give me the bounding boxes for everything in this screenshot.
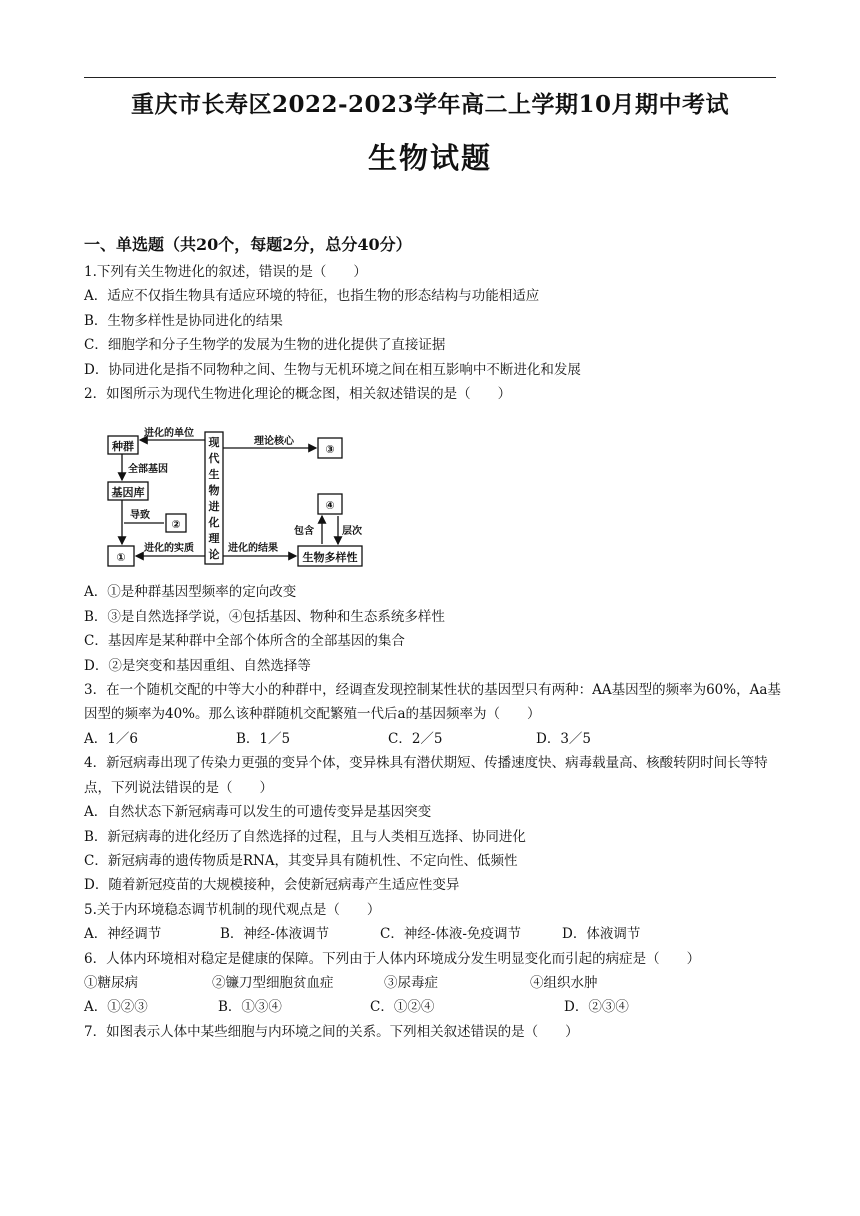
question-7 <box>84 1020 784 1044</box>
item: ③尿毒症 <box>384 974 438 991</box>
label-circle-4: ④ <box>325 499 335 513</box>
option-d: D．体液调节 <box>562 926 641 943</box>
options-row <box>84 995 784 1019</box>
question-stem: 2．如图所示为现代生物进化理论的概念图，相关叙述错误的是（ ） <box>84 386 512 403</box>
center-char: 进 <box>208 500 220 514</box>
question-4 <box>84 751 784 897</box>
option-a: A．神经调节 <box>84 926 162 943</box>
option-b: B．1／5 <box>236 730 291 747</box>
arrow-label-cause: 导致 <box>130 510 150 522</box>
option-b: B．神经-体液调节 <box>220 926 329 943</box>
center-char: 物 <box>208 484 220 498</box>
question-stem: 1.下列有关生物进化的叙述，错误的是（ ） <box>84 264 367 280</box>
arrow-label-allgenes: 全部基因 <box>128 464 168 476</box>
center-char: 论 <box>208 548 220 562</box>
option-d: D．协同进化是指不同物种之间、生物与无机环境之间在相互影响中不断进化和发展 <box>84 361 581 378</box>
option-c: C．神经-体液-免疫调节 <box>380 926 521 943</box>
arrow-label-level: 层次 <box>342 526 362 538</box>
exam-body <box>84 232 784 1044</box>
option-a: A．适应不仅指生物具有适应环境的特征，也指生物的形态结构与功能相适应 <box>84 288 540 305</box>
question-1 <box>84 260 784 382</box>
center-char: 理 <box>208 532 220 546</box>
label-population: 种群 <box>112 440 134 454</box>
item: ②镰刀型细胞贫血症 <box>212 974 334 991</box>
question-5 <box>84 898 784 947</box>
option-a: A．1／6 <box>84 730 138 747</box>
option-a: A．自然状态下新冠病毒可以发生的可遗传变异是基因突变 <box>84 804 432 821</box>
question-2 <box>84 382 784 678</box>
option-d: D．②是突变和基因重组、自然选择等 <box>84 657 311 674</box>
item: ④组织水肿 <box>530 974 598 991</box>
option-c: C．细胞学和分子生物学的发展为生物的进化提供了直接证据 <box>84 337 446 354</box>
label-circle-3: ③ <box>325 443 335 457</box>
option-a: A．①②③ <box>84 999 148 1016</box>
question-stem: 4．新冠病毒出现了传染力更强的变异个体，变异株具有潜伏期短、传播速度快、病毒载量高、核酸转阴时间长等特点，下列说法错误的是（ ） <box>84 755 768 796</box>
exam-title: 重庆市长寿区2022-2023学年高二上学期10月期中考试 <box>130 91 730 118</box>
question-stem: 6．人体内环境相对稳定是健康的保障。下列由于人体内环境成分发生明显变化而引起的病症是（ ） <box>84 950 701 967</box>
items-row <box>84 971 784 995</box>
option-c: C．基因库是某种群中全部个体所含的全部基因的集合 <box>84 633 405 650</box>
center-char: 代 <box>208 452 220 466</box>
options-row <box>84 922 784 946</box>
concept-diagram <box>104 410 404 576</box>
concept-diagram-svg <box>104 410 394 576</box>
option-a: A．①是种群基因型频率的定向改变 <box>84 584 297 601</box>
option-d: D．随着新冠疫苗的大规模接种，会使新冠病毒产生适应性变异 <box>84 877 460 894</box>
label-circle-1: ① <box>116 551 126 565</box>
section-heading: 一、单选题（共20个，每题2分，总分40分） <box>84 235 412 254</box>
arrow-label-unit: 进化的单位 <box>144 428 194 440</box>
option-b: B．新冠病毒的进化经历了自然选择的过程，且与人类相互选择、协同进化 <box>84 828 526 845</box>
label-genepool: 基因库 <box>111 486 145 500</box>
question-stem: 5.关于内环境稳态调节机制的现代观点是（ ） <box>84 901 381 918</box>
arrow-label-include: 包含 <box>294 526 314 538</box>
options-row <box>84 727 784 751</box>
option-b: B．①③④ <box>218 999 282 1016</box>
option-d: D．②③④ <box>564 999 629 1016</box>
header-rule <box>84 77 776 78</box>
center-char: 化 <box>208 516 220 530</box>
item: ①糖尿病 <box>84 974 138 991</box>
center-char: 现 <box>208 436 220 450</box>
question-stem: 3．在一个随机交配的中等大小的种群中，经调查发现控制某性状的基因型只有两种：AA基因型的频率为60%，Aa基因型的频率为40%。那么该种群随机交配繁殖一代后a的基因频率为（ ） <box>84 682 781 723</box>
option-c: C．2／5 <box>388 730 443 747</box>
option-d: D．3／5 <box>536 730 592 747</box>
arrow-label-result: 进化的结果 <box>228 543 278 555</box>
question-stem: 7．如图表示人体中某些细胞与内环境之间的关系。下列相关叙述错误的是（ ） <box>84 1023 579 1040</box>
question-6 <box>84 947 784 1020</box>
label-biodiversity: 生物多样性 <box>302 551 358 565</box>
option-c: C．①②④ <box>370 999 435 1016</box>
option-b: B．③是自然选择学说，④包括基因、物种和生态系统多样性 <box>84 608 445 625</box>
center-char: 生 <box>208 468 220 482</box>
arrow-label-core: 理论核心 <box>254 436 294 448</box>
question-3 <box>84 678 784 751</box>
label-circle-2: ② <box>171 518 181 532</box>
option-c: C．新冠病毒的遗传物质是RNA，其变异具有随机性、不定向性、低频性 <box>84 852 518 869</box>
exam-subtitle: 生物试题 <box>367 141 492 175</box>
option-b: B．生物多样性是协同进化的结果 <box>84 312 283 329</box>
arrow-label-essence: 进化的实质 <box>144 543 194 555</box>
